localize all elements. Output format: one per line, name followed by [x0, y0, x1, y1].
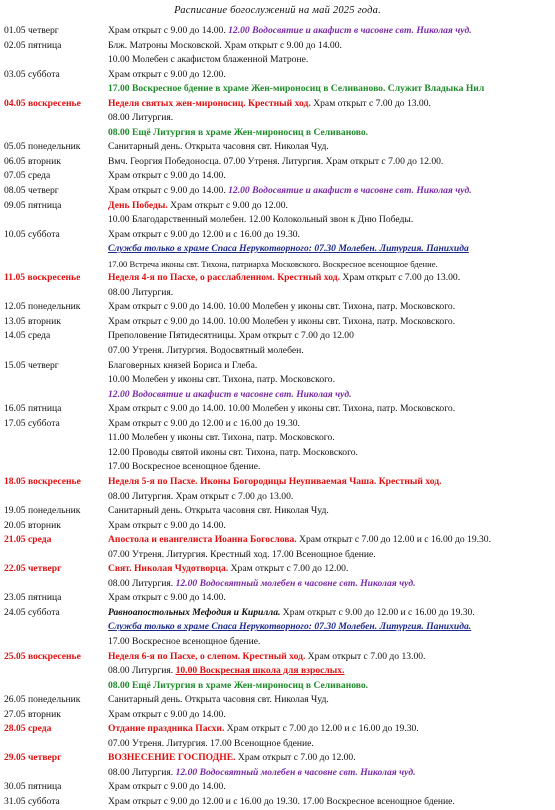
row-text [108, 53, 308, 68]
schedule-row [0, 606, 555, 621]
row-text-segment: Свят. Николая Чудотворца. [108, 563, 229, 575]
row-text-segment: 08.00 Литургия. [108, 112, 174, 124]
schedule-row [0, 271, 555, 286]
row-text [108, 126, 368, 141]
row-text-segment: Храм открыт с 9.00 до 14.00. [108, 25, 229, 36]
row-text-segment: 12.00 Водосвятный молебен в часовне свт. Николая чуд. [175, 766, 416, 778]
row-text-segment: 12.00 Водосвятие и акафист в часовне свт. Николая чуд. [228, 185, 472, 197]
row-text [108, 635, 260, 650]
row-text [108, 228, 300, 243]
schedule-row [0, 620, 555, 635]
row-text-segment: Апостола и евангелиста Иоанна Богослова. [108, 534, 297, 546]
row-text-segment: 07.00 Утреня. Литургия. Крестный ход. 17.00 Всенощное бдение. [108, 548, 376, 560]
row-text-segment: Храм открыт с 7.00 до 13.00. [310, 97, 431, 109]
row-date: 22.05 четверг [4, 563, 62, 575]
row-text-segment: 10.00 Благодарственный молебен. 12.00 Колокольный звон к Дню Победы. [108, 214, 414, 226]
row-date: 26.05 понедельник [4, 694, 81, 706]
row-text [108, 679, 368, 694]
row-text [108, 39, 342, 54]
row-text [108, 271, 460, 286]
row-text-segment: Храм открыт с 9.00 до 14.00. 10.00 Молебен у иконы свт. Тихона, патр. Московского. [108, 301, 456, 313]
row-text [108, 460, 260, 475]
row-text-segment: Отдание праздника Пасхи. [108, 723, 225, 735]
row-text-segment: 12.00 Проводы святой иконы свт. Тихона, патр. Московского. [108, 446, 358, 458]
row-text-segment: Храм открыт с 7.00 до 13.00. [340, 272, 461, 284]
row-text [108, 242, 469, 257]
row-text-segment: Храм открыт с 9.00 до 12.00. [108, 68, 226, 80]
row-text [108, 737, 314, 752]
row-text-segment: Санитарный день. Открыта часовня свт. Николая Чуд. [108, 694, 329, 706]
row-text [108, 490, 293, 505]
row-text-segment: Храм открыт с 9.00 до 14.00. [108, 170, 226, 182]
row-text [108, 184, 472, 199]
schedule-row [0, 155, 555, 170]
row-date: 24.05 суббота [4, 606, 60, 618]
row-date: 04.05 воскресенье [4, 97, 81, 109]
row-text-segment: 08.00 Ещё Литургия в храме Жен-мироносиц в Селиваново. [108, 679, 369, 691]
row-text [108, 286, 173, 301]
row-text-segment: 08.00 Литургия. [108, 577, 176, 589]
schedule-row [0, 300, 555, 315]
row-text-segment: Храм открыт с 9.00 до 12.00 и с 16.00 до 19.30. [108, 228, 300, 240]
row-text-segment: Храм открыт с 9.00 до 12.00 и с 16.00 до 19.30. [108, 417, 300, 429]
schedule-row [0, 329, 555, 344]
row-text-segment: Храм открыт с 9.00 до 12.00. [167, 199, 288, 211]
row-text [108, 606, 475, 621]
row-text [108, 257, 438, 273]
row-text-segment: 17.00 Воскресное всенощное бдение. [108, 635, 261, 647]
row-text [108, 344, 304, 359]
row-date: 20.05 вторник [4, 519, 61, 531]
row-date: 17.05 суббота [4, 417, 60, 429]
row-text-segment: Храм открыт с 9.00 до 14.00. 10.00 Молебен у иконы свт. Тихона, патр. Московского. [108, 403, 456, 415]
row-text-segment: 08.00 Ещё Литургия в храме Жен-мироносиц в Селиваново. [108, 126, 369, 138]
row-text-segment: Служба только в храме Спаса Нерукотворного: 07.30 Молебен. Литургия. Панихида. [108, 621, 472, 633]
row-text-segment: 17.00 Воскресное всенощное бдение. [108, 461, 261, 473]
row-text-segment: День Победы. [108, 199, 168, 211]
row-text [108, 402, 455, 417]
row-text-segment: 08.00 Литургия. Храм открыт с 7.00 до 13.00. [108, 490, 294, 502]
row-date: 13.05 вторник [4, 315, 61, 327]
schedule-row [0, 39, 555, 54]
row-date: 07.05 среда [4, 170, 51, 182]
row-text-segment: Храм открыт с 9.00 до 14.00. [108, 708, 226, 720]
row-text-segment: 11.00 Молебен у иконы свт. Тихона, патр. Московского. [108, 432, 335, 444]
row-text-segment: Храм открыт с 9.00 до 12.00 и с 16.00 до 19.30. 17.00 Воскресное всенощное бдение. [108, 795, 455, 807]
row-text [108, 548, 376, 563]
row-text [108, 329, 354, 344]
row-date: 01.05 четверг [4, 25, 59, 36]
row-date: 16.05 пятница [4, 403, 62, 415]
row-text-segment: Преполовение Пятидесятницы. Храм открыт с 7.00 до 12.00 [108, 330, 354, 342]
row-text-segment: Неделя 4-я по Пасхе, о расслабленном. Крестный ход. [108, 272, 340, 284]
row-text [108, 140, 329, 155]
schedule-row [0, 373, 555, 388]
schedule-row [0, 504, 555, 519]
schedule-row [0, 490, 555, 505]
row-text-segment: 12.00 Водосвятие и акафист в часовне свт. Николая чуд. [228, 25, 472, 36]
row-text [108, 68, 226, 83]
schedule-row [0, 693, 555, 708]
row-date: 27.05 вторник [4, 708, 61, 720]
row-text-segment: Неделя 6-я по Пасхе, о слепом. Крестный ход. [108, 650, 306, 662]
row-text [108, 111, 173, 126]
row-text [108, 24, 472, 39]
schedule-row [0, 562, 555, 577]
row-text-segment: 12.00 Водосвятие и акафист в часовне свт. Николая чуд. [108, 388, 352, 400]
row-date: 08.05 четверг [4, 185, 59, 197]
row-text [108, 751, 356, 766]
schedule-row [0, 475, 555, 490]
row-text-segment: 08.00 Литургия. [108, 286, 174, 298]
row-text [108, 795, 455, 810]
row-text [108, 373, 335, 388]
row-text-segment: Санитарный день. Открыта часовня свт. Николая Чуд. [108, 505, 329, 517]
row-text-segment: 07.00 Утреня. Литургия. Водосвятный молебен. [108, 345, 304, 357]
schedule-row [0, 199, 555, 214]
row-text-segment: Вмч. Георгия Победоносца. 07.00 Утреня. Литургия. Храм открыт с 7.00 до 12.00. [108, 155, 444, 167]
row-text [108, 300, 455, 315]
row-text-segment: Храм открыт с 7.00 до 12.00. [235, 752, 356, 764]
row-text-segment: 10.00 Молебен у иконы свт. Тихона, патр. Московского. [108, 374, 336, 386]
row-text [108, 650, 425, 665]
row-text [108, 213, 413, 228]
schedule-row [0, 650, 555, 665]
row-text [108, 169, 226, 184]
row-text [108, 780, 226, 795]
schedule-row [0, 257, 555, 272]
row-date: 29.05 четверг [4, 752, 62, 764]
row-date: 15.05 четверг [4, 359, 59, 371]
schedule-row [0, 213, 555, 228]
schedule-row [0, 446, 555, 461]
schedule-row [0, 286, 555, 301]
row-text [108, 693, 329, 708]
schedule-row [0, 635, 555, 650]
row-text [108, 766, 416, 781]
row-text-segment: Неделя 5-я по Пасхе. Иконы Богородицы Неупиваемая Чаша. Крестный ход. [108, 475, 442, 487]
row-text-segment: Служба только в храме Спаса Нерукотворного: 07.30 Молебен. Литургия. Панихида [108, 243, 469, 255]
row-text [108, 504, 329, 519]
row-date: 25.05 воскресенье [4, 650, 81, 662]
row-text-segment: Храм открыт с 7.00 до 12.00. [228, 563, 349, 575]
row-text-segment: Равноапостольных Мефодия и Кирилла. [108, 606, 281, 618]
row-text-segment: 17.00 Воскресное бдение в храме Жен-мироносиц в Селиваново. Служит Владыка Нил [108, 83, 485, 95]
schedule-row [0, 533, 555, 548]
row-text [108, 97, 431, 112]
row-text-segment: 10.00 Воскресная школа для взрослых. [175, 665, 345, 677]
schedule-row [0, 140, 555, 155]
schedule-row [0, 111, 555, 126]
row-text-segment: Санитарный день. Открыта часовня свт. Николая Чуд. [108, 141, 329, 153]
row-text [108, 388, 352, 403]
row-text [108, 315, 455, 330]
row-text-segment: Неделя святых жен-мироносиц. Крестный ход. [108, 97, 311, 109]
row-date: 31.05 суббота [4, 795, 60, 807]
row-date: 06.05 вторник [4, 155, 61, 167]
row-text-segment: 17.00 Встреча иконы свт. Тихона, патриарха Московского. Воскресное всенощное бдение. [108, 258, 438, 269]
schedule-row [0, 97, 555, 112]
row-text-segment: Храм открыт с 7.00 до 13.00. [305, 650, 426, 662]
row-text-segment: Храм открыт с 9.00 до 12.00 и с 16.00 до 19.30. [280, 606, 475, 618]
row-date: 09.05 пятница [4, 199, 62, 211]
row-text-segment: 07.00 Утреня. Литургия. 17.00 Всенощное бдение. [108, 737, 314, 749]
schedule-row [0, 519, 555, 534]
schedule-row [0, 737, 555, 752]
row-text-segment: Благоверных князей Бориса и Глеба. [108, 359, 258, 371]
schedule-row [0, 708, 555, 723]
row-text [108, 722, 419, 737]
row-text-segment: Храм открыт с 9.00 до 14.00. [108, 519, 226, 531]
schedule-row [0, 53, 555, 68]
row-text [108, 475, 442, 490]
schedule-row [0, 679, 555, 694]
row-text [108, 562, 348, 577]
schedule-row [0, 24, 555, 39]
row-date: 19.05 понедельник [4, 505, 81, 517]
row-text-segment: 08.00 Литургия. [108, 665, 176, 677]
schedule-list [0, 24, 555, 810]
row-text [108, 708, 226, 723]
row-text [108, 533, 491, 548]
row-text [108, 155, 443, 170]
row-text [108, 359, 257, 374]
row-text [108, 431, 335, 446]
row-text [108, 199, 288, 214]
row-date: 02.05 пятница [4, 39, 62, 51]
schedule-row [0, 751, 555, 766]
row-date: 10.05 суббота [4, 228, 60, 240]
row-text-segment: Храм открыт с 9.00 до 14.00. [108, 592, 226, 604]
row-text [108, 446, 358, 461]
row-text-segment: Храм открыт с 9.00 до 14.00. [108, 185, 229, 197]
schedule-row [0, 766, 555, 781]
schedule-row [0, 722, 555, 737]
schedule-row [0, 169, 555, 184]
row-date: 28.05 среда [4, 723, 52, 735]
schedule-row [0, 431, 555, 446]
schedule-row [0, 228, 555, 243]
schedule-row [0, 780, 555, 795]
row-text [108, 519, 226, 534]
schedule-row [0, 359, 555, 374]
schedule-row [0, 417, 555, 432]
schedule-row [0, 577, 555, 592]
row-text-segment: 12.00 Водосвятный молебен в часовне свт. Николая чуд. [175, 577, 416, 589]
row-date: 14.05 среда [4, 330, 51, 342]
schedule-row [0, 315, 555, 330]
row-date: 18.05 воскресенье [4, 475, 81, 487]
schedule-row [0, 184, 555, 199]
schedule-row [0, 591, 555, 606]
row-text-segment: ВОЗНЕСЕНИЕ ГОСПОДНЕ. [108, 752, 236, 764]
row-text-segment: Храм открыт с 7.00 до 12.00 и с 16.00 до 19.30. [224, 723, 419, 735]
row-text-segment: 08.00 Литургия. [108, 766, 176, 778]
row-text-segment: Храм открыт с 9.00 до 14.00. [108, 781, 226, 793]
schedule-row [0, 344, 555, 359]
schedule-row [0, 68, 555, 83]
row-date: 05.05 понедельник [4, 141, 81, 153]
schedule-row [0, 664, 555, 679]
schedule-row [0, 242, 555, 257]
row-text [108, 664, 345, 679]
row-text-segment: Блж. Матроны Московской. Храм открыт с 9.00 до 14.00. [108, 39, 342, 51]
row-text [108, 620, 471, 635]
row-date: 23.05 пятница [4, 592, 62, 604]
schedule-row [0, 126, 555, 141]
schedule-row [0, 402, 555, 417]
row-text [108, 577, 416, 592]
row-text-segment: Храм открыт с 7.00 до 12.00 и с 16.00 до 19.30. [296, 534, 492, 546]
row-text-segment: 10.00 Молебен с акафистом блаженной Матроне. [108, 54, 309, 66]
schedule-row [0, 795, 555, 810]
document-title: Расписание богослужений на май 2025 года. [174, 5, 381, 16]
schedule-row [0, 548, 555, 563]
row-date: 12.05 понедельник [4, 301, 81, 313]
row-date: 11.05 воскресенье [4, 272, 81, 284]
row-date: 30.05 пятница [4, 781, 62, 793]
row-text [108, 417, 300, 432]
row-date: 21.05 среда [4, 534, 52, 546]
row-text [108, 82, 484, 97]
schedule-row [0, 460, 555, 475]
schedule-row [0, 388, 555, 403]
row-date: 03.05 суббота [4, 68, 60, 80]
row-text-segment: Храм открыт с 9.00 до 14.00. 10.00 Молебен у иконы свт. Тихона, патр. Московского. [108, 315, 456, 327]
schedule-row [0, 82, 555, 97]
row-text [108, 591, 226, 606]
